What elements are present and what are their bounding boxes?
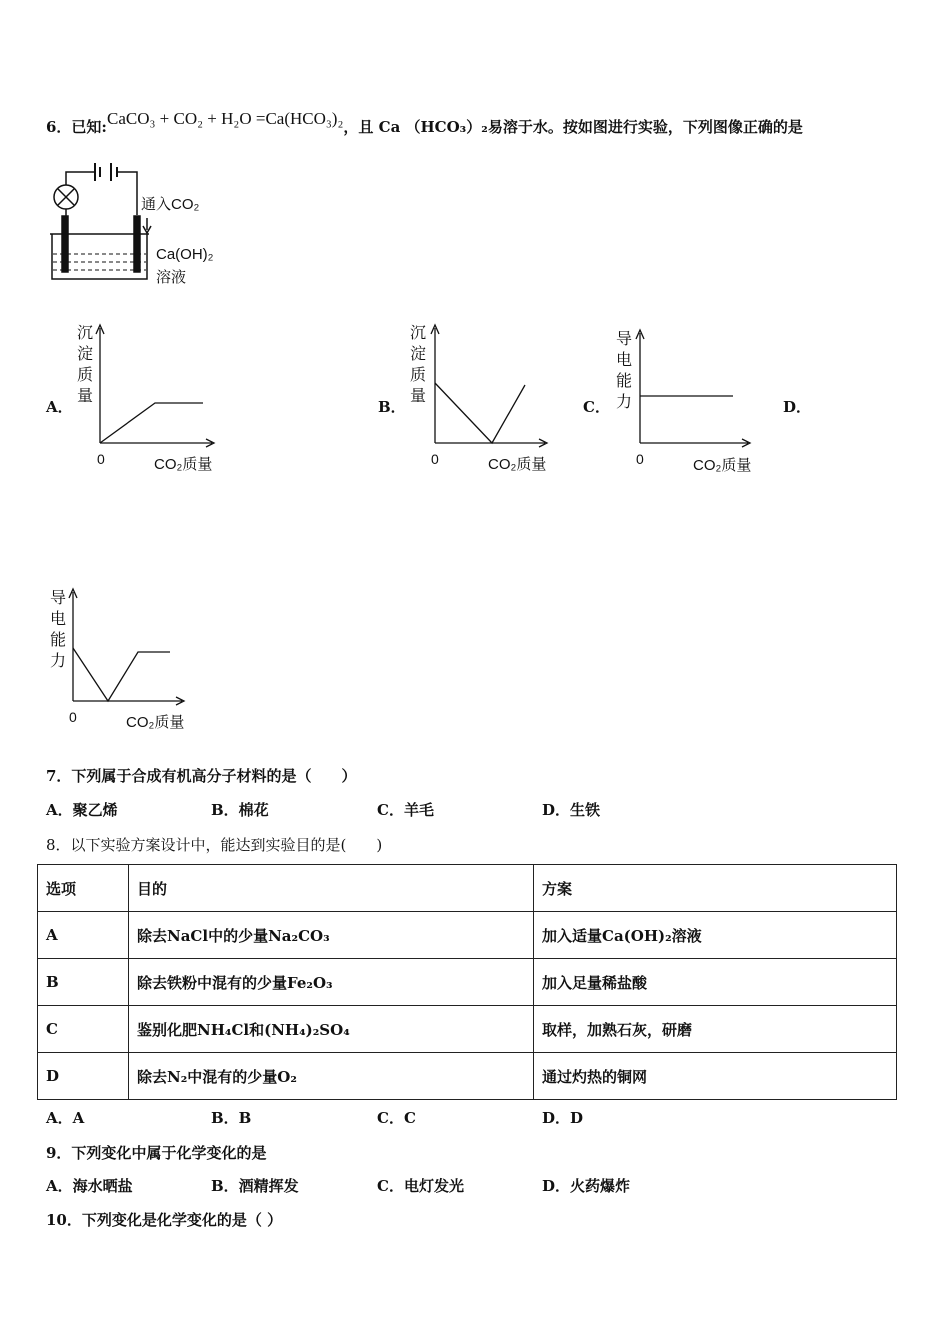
graph-c-ylabel: 导电能力 bbox=[616, 329, 633, 411]
wire bbox=[66, 172, 137, 215]
q8-option-c: C．C bbox=[377, 1109, 416, 1127]
electrode-right bbox=[134, 216, 140, 272]
table-cell: B bbox=[38, 959, 129, 1006]
q7-option-c: C．羊毛 bbox=[377, 801, 434, 819]
graph-d-xlabel: CO₂质量 bbox=[126, 714, 185, 731]
q6-suffix: ，且 Ca （HCO₃）₂易溶于水。按如图进行实验，下列图像正确的是 bbox=[343, 118, 803, 136]
q7-stem: 7．下列属于合成有机高分子材料的是（ ） bbox=[46, 767, 357, 785]
table-row bbox=[38, 959, 897, 1006]
table-header-row bbox=[38, 865, 897, 912]
table-row bbox=[38, 1006, 897, 1053]
graph-a-origin: 0 bbox=[97, 451, 105, 467]
q9-option-b: B．酒精挥发 bbox=[211, 1177, 299, 1195]
battery-icon bbox=[95, 163, 117, 181]
table-cell: C bbox=[38, 1006, 129, 1053]
table-cell: 除去N₂中混有的少量O₂ bbox=[129, 1053, 534, 1100]
table-cell: 除去铁粉中混有的少量Fe₂O₃ bbox=[129, 959, 534, 1006]
table-header: 方案 bbox=[534, 865, 897, 912]
q7-option-b: B．棉花 bbox=[211, 801, 269, 819]
q8-stem: 8．以下实验方案设计中，能达到实验目的是( ) bbox=[46, 836, 383, 854]
q8-option-b: B．B bbox=[211, 1109, 252, 1127]
gas-label: 通入CO₂ bbox=[141, 196, 200, 213]
q6-prefix: 6．已知: bbox=[46, 118, 107, 136]
table-header: 选项 bbox=[38, 865, 129, 912]
graph-b-origin: 0 bbox=[431, 451, 439, 467]
apparatus-diagram bbox=[50, 163, 151, 279]
graph-b-line bbox=[435, 383, 525, 443]
table-cell: D bbox=[38, 1053, 129, 1100]
graph-d-ylabel: 导电能力 bbox=[50, 588, 67, 670]
graph-d-axes bbox=[69, 589, 184, 705]
graph-a-xlabel: CO₂质量 bbox=[154, 456, 213, 473]
graph-b-ylabel: 沉淀质量 bbox=[410, 323, 427, 405]
graph-a-ylabel: 沉淀质量 bbox=[77, 323, 94, 405]
q9-option-d: D．火药爆炸 bbox=[542, 1177, 631, 1195]
arrow-down-icon bbox=[143, 218, 151, 233]
solution-label: Ca(OH)₂ bbox=[156, 246, 214, 263]
table-cell: 加入足量稀盐酸 bbox=[534, 959, 897, 1006]
q6-equation: CaCO₃ + CO₂ + H₂O =Ca(HCO₃)₂ bbox=[106, 109, 344, 128]
option-a-label: A． bbox=[46, 398, 73, 416]
table-cell: 通过灼热的铜网 bbox=[534, 1053, 897, 1100]
table-cell: A bbox=[38, 912, 129, 959]
q9-stem: 9．下列变化中属于化学变化的是 bbox=[46, 1144, 267, 1162]
solution-label-2: 溶液 bbox=[156, 269, 187, 286]
q8-option-a: A．A bbox=[46, 1109, 85, 1127]
graph-b-axes bbox=[431, 325, 547, 447]
q9-option-a: A．海水晒盐 bbox=[46, 1177, 133, 1195]
q7-option-d: D．生铁 bbox=[542, 801, 601, 819]
q9-option-c: C．电灯发光 bbox=[377, 1177, 464, 1195]
table-row bbox=[38, 912, 897, 959]
graph-c-origin: 0 bbox=[636, 451, 644, 467]
option-d-label: D． bbox=[783, 398, 812, 416]
graph-a-line bbox=[100, 403, 203, 443]
electrode-left bbox=[62, 216, 68, 272]
graph-c-axes bbox=[636, 330, 750, 447]
table-cell: 取样，加熟石灰，研磨 bbox=[534, 1006, 897, 1053]
q10-stem: 10．下列变化是化学变化的是（ ） bbox=[46, 1211, 283, 1229]
graph-d-line bbox=[73, 648, 170, 701]
table-header: 目的 bbox=[129, 865, 534, 912]
table-cell: 鉴别化肥NH₄Cl和(NH₄)₂SO₄ bbox=[129, 1006, 534, 1053]
option-c-label: C． bbox=[583, 398, 610, 416]
q8-table bbox=[37, 864, 897, 1100]
graph-b-xlabel: CO₂质量 bbox=[488, 456, 547, 473]
graph-d-origin: 0 bbox=[69, 709, 77, 725]
table-cell: 除去NaCl中的少量Na₂CO₃ bbox=[129, 912, 534, 959]
graph-c-xlabel: CO₂质量 bbox=[693, 457, 752, 474]
q7-option-a: A．聚乙烯 bbox=[46, 801, 118, 819]
q8-option-d: D．D bbox=[542, 1109, 584, 1127]
table-row bbox=[38, 1053, 897, 1100]
table-cell: 加入适量Ca(OH)₂溶液 bbox=[534, 912, 897, 959]
graph-a-axes bbox=[96, 325, 214, 447]
option-b-label: B． bbox=[378, 398, 406, 416]
